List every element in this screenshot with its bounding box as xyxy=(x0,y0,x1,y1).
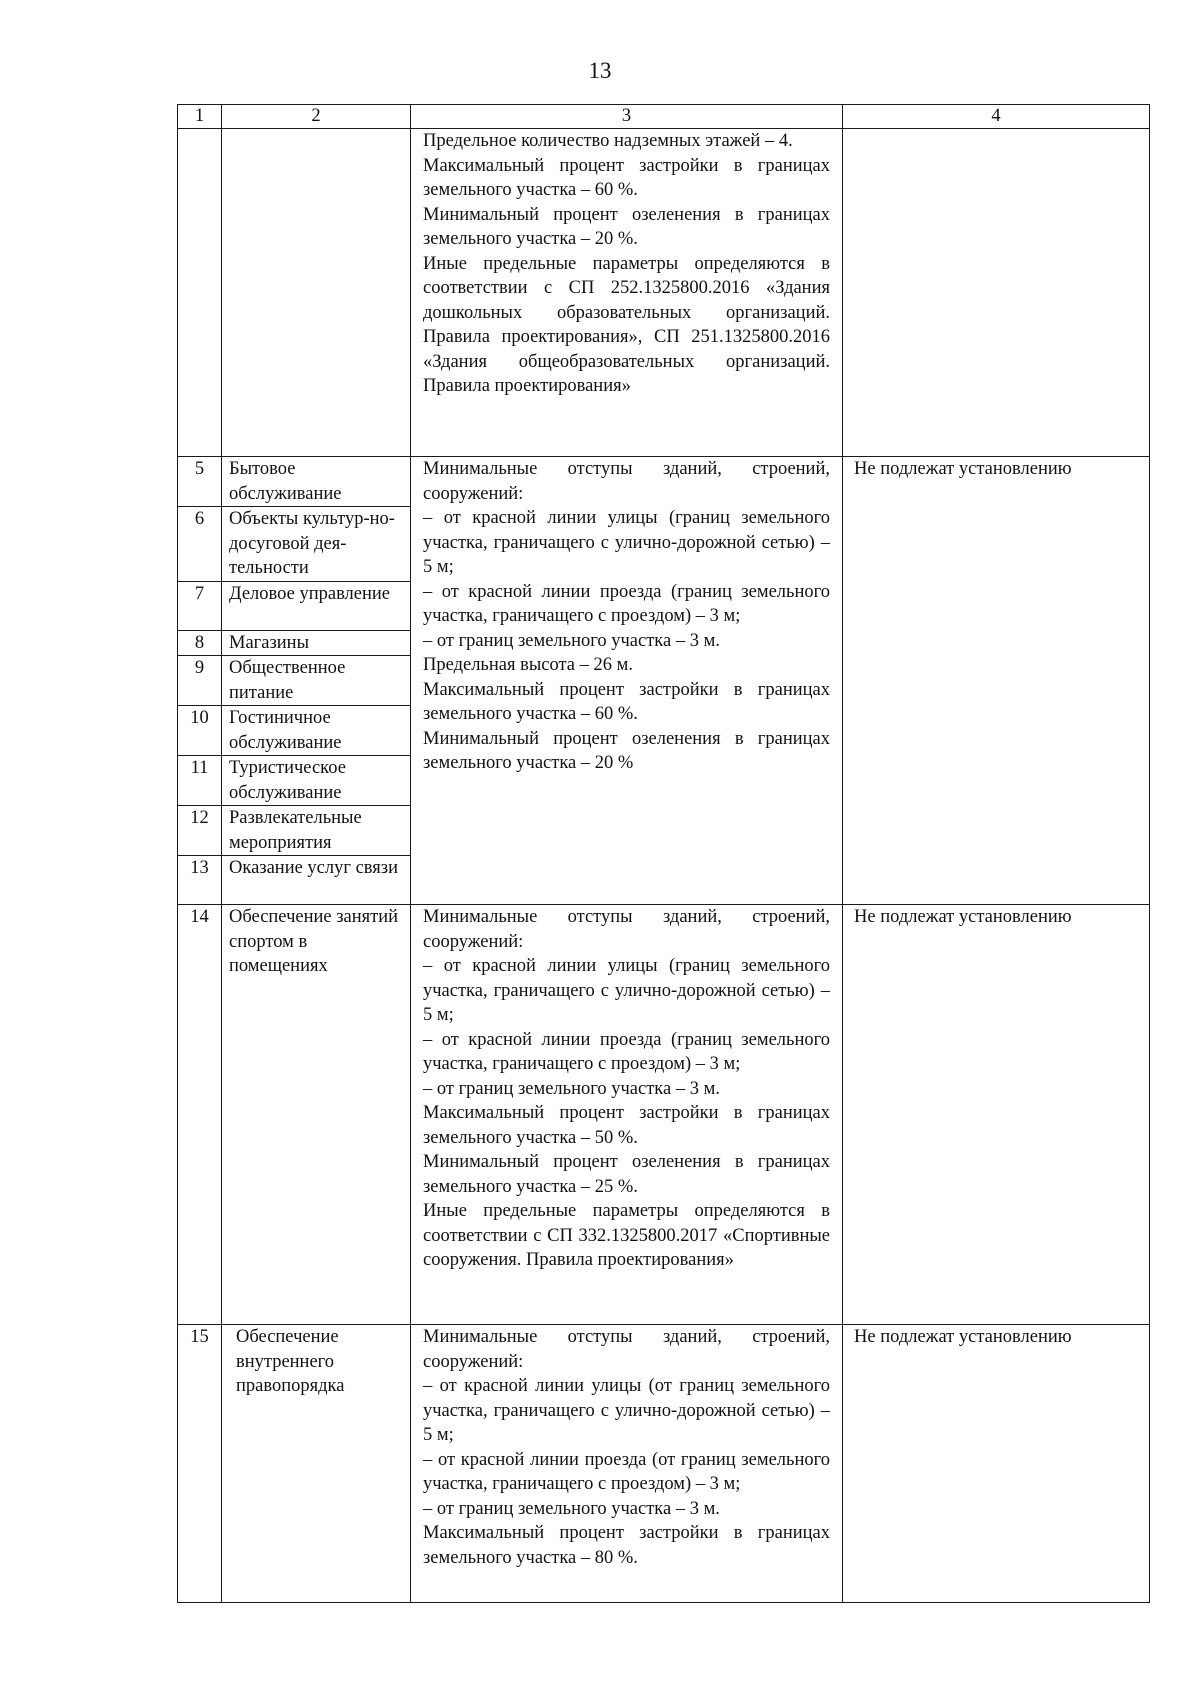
parameter-text: Предельная высота – 26 м. xyxy=(423,655,633,675)
table-row xyxy=(178,457,1150,507)
row-name: Бытовое обслуживание xyxy=(222,457,411,507)
row-parameters-cell xyxy=(411,129,843,457)
row-name: Туристическое обслуживание xyxy=(222,756,411,806)
column-header-1: 1 xyxy=(178,105,222,129)
column-header-2: 2 xyxy=(222,105,411,129)
row-name: Обеспечение внутреннего правопорядка xyxy=(222,1325,411,1603)
parameter-text: – от красной линии улицы (границ земельного участка, граничащего с улично-дорожной сетью) – 5 м; xyxy=(423,508,830,577)
parameter-text: – от границ земельного участка – 3 м. xyxy=(423,630,720,651)
page-number: 13 xyxy=(588,58,612,83)
table-row-continuation xyxy=(178,129,1150,457)
row-name-cell xyxy=(222,129,411,457)
row-number: 6 xyxy=(178,507,222,582)
table-header-row xyxy=(178,105,1150,129)
row-number: 14 xyxy=(178,905,222,1325)
row-number: 13 xyxy=(178,856,222,905)
row-extra-cell: Не подлежат установлению xyxy=(843,457,1150,905)
row-parameters-cell xyxy=(411,1325,843,1603)
row-number: 8 xyxy=(178,630,222,656)
row-number: 15 xyxy=(178,1325,222,1603)
row-parameters-cell xyxy=(411,905,843,1325)
row-number: 10 xyxy=(178,706,222,756)
row-name: Обеспечение занятий спортом в помещениях xyxy=(222,905,411,1325)
row-name: Оказание услуг связи xyxy=(222,856,411,905)
parameter-text: – от границ земельного участка – 3 м. xyxy=(423,1078,720,1099)
row-number-cell xyxy=(178,129,222,457)
parameter-text: – от красной линии улицы (от границ земельного участка, граничащего с улично-дорожной сетью) – 5 м; xyxy=(423,1376,830,1445)
row-name: Магазины xyxy=(222,630,411,656)
row-name: Объекты культур-но-досуговой дея-тельности xyxy=(222,507,411,582)
parameter-text: Минимальный процент озеленения в границах земельного участка – 20 %. xyxy=(423,204,830,249)
parameter-text: Иные предельные параметры определяются в соответствии с СП 252.1325800.2016 «Здания дошкольных образовательных организаций. Правила проектирования», СП 251.1325800.2016 «Здания общеобразовательных организаций. Правила проектирования» xyxy=(423,253,830,396)
row-name: Общественное питание xyxy=(222,656,411,706)
parameter-text: – от красной линии проезда (границ земельного участка, граничащего с проездом) – 3 м; xyxy=(423,1029,830,1074)
row-extra-cell: Не подлежат установлению xyxy=(843,1325,1150,1603)
parameter-text: – от красной линии проезда (границ земельного участка, граничащего с проездом) – 3 м; xyxy=(423,581,830,626)
parameter-text: Иные предельные параметры определяются в соответствии с СП 332.1325800.2017 «Спортивные сооружения. Правила проектирования» xyxy=(423,1201,830,1270)
parameter-text: Минимальные отступы зданий, строений, сооружений: xyxy=(423,1327,830,1372)
row-number: 12 xyxy=(178,806,222,856)
table-row xyxy=(178,1325,1150,1603)
parameter-text: Максимальный процент застройки в границах земельного участка – 50 %. xyxy=(423,1103,830,1148)
row-number: 5 xyxy=(178,457,222,507)
row-name: Гостиничное обслуживание xyxy=(222,706,411,756)
row-extra-cell xyxy=(843,129,1150,457)
row-number: 7 xyxy=(178,581,222,630)
parameter-text: Минимальный процент озеленения в границах земельного участка – 20 % xyxy=(423,728,830,773)
parameter-text: Минимальный процент озеленения в границах земельного участка – 25 %. xyxy=(423,1152,830,1197)
zoning-parameters-table xyxy=(177,104,1150,1603)
table-row xyxy=(178,905,1150,1325)
parameter-text: Минимальные отступы зданий, строений, сооружений: xyxy=(423,459,830,504)
parameter-text: Максимальный процент застройки в границах земельного участка – 80 %. xyxy=(423,1523,830,1568)
parameter-text: Минимальные отступы зданий, строений, сооружений: xyxy=(423,907,830,952)
row-extra-cell: Не подлежат установлению xyxy=(843,905,1150,1325)
parameter-text: – от красной линии проезда (от границ земельного участка, граничащего с проездом) – 3 м; xyxy=(423,1449,830,1494)
row-name: Развлекательные мероприятия xyxy=(222,806,411,856)
parameter-text: Предельное количество надземных этажей – 4. xyxy=(423,131,793,151)
column-header-3: 3 xyxy=(411,105,843,129)
row-number: 9 xyxy=(178,656,222,706)
parameter-text: Максимальный процент застройки в границах земельного участка – 60 %. xyxy=(423,679,830,724)
parameter-text: Максимальный процент застройки в границах земельного участка – 60 %. xyxy=(423,155,830,200)
column-header-4: 4 xyxy=(843,105,1150,129)
row-number: 11 xyxy=(178,756,222,806)
row-name: Деловое управление xyxy=(222,581,411,630)
parameter-text: – от красной линии улицы (границ земельного участка, граничащего с улично-дорожной сетью) – 5 м; xyxy=(423,956,830,1025)
parameter-text: – от границ земельного участка – 3 м. xyxy=(423,1498,720,1519)
row-parameters-cell xyxy=(411,457,843,905)
